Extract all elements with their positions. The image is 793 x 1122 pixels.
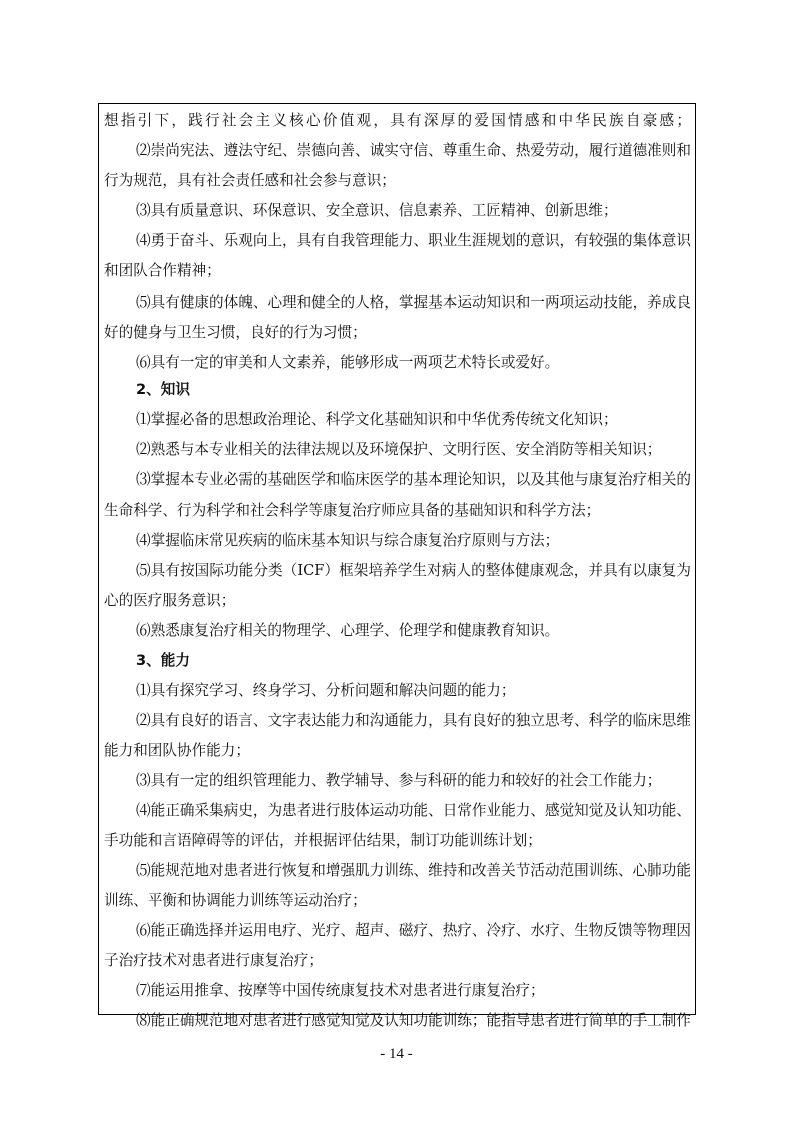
list-item-ability-8: ⑻能正确规范地对患者进行感觉知觉及认知功能训练；能指导患者进行简单的手工制作 — [136, 1012, 691, 1029]
list-item-ability-4: ⑷能正确采集病史，为患者进行肢体运动功能、日常作业能力、感觉知觉及认知功能、 — [136, 802, 691, 819]
list-item-knowledge-3: ⑶掌握本专业必需的基础医学和临床医学的基本理论知识，以及其他与康复治疗相关的 — [136, 471, 691, 488]
list-item-ability-6: ⑹能正确选择并运用电疗、光疗、超声、磁疗、热疗、冷疗、水疗、生物反馈等物理因 — [136, 922, 691, 939]
body-text-line: 行为规范，具有社会责任感和社会参与意识； — [104, 172, 396, 189]
page-number: - 14 - — [380, 1046, 413, 1062]
list-item-quality-3: ⑶具有质量意识、环保意识、安全意识、信息素养、工匠精神、创新思维； — [136, 202, 618, 219]
list-item-ability-5: ⑸能规范地对患者进行恢复和增强肌力训练、维持和改善关节活动范围训练、心肺功能 — [136, 862, 691, 879]
body-text-line: 心的医疗服务意识； — [104, 592, 236, 609]
list-item-knowledge-5: ⑸具有按国际功能分类（ICF）框架培养学生对病人的整体健康观念，并具有以康复为 — [136, 562, 691, 579]
body-text-line: 好的健身与卫生习惯，良好的行为习惯； — [104, 324, 367, 341]
body-text-line: 想指引下，践行社会主义核心价值观，具有深厚的爱国情感和中华民族自豪感； — [104, 112, 691, 129]
list-item-quality-4: ⑷勇于奋斗、乐观向上，具有自我管理能力、职业生涯规划的意识，有较强的集体意识 — [136, 232, 691, 249]
body-text-line: 和团队合作精神； — [104, 262, 221, 279]
body-text-line: 能力和团队协作能力； — [104, 742, 250, 759]
body-text-line: 训练、平衡和协调能力训练等运动治疗； — [104, 892, 367, 909]
list-item-knowledge-1: ⑴掌握必备的思想政治理论、科学文化基础知识和中华优秀传统文化知识； — [136, 411, 618, 428]
body-text-line: 子治疗技术对患者进行康复治疗； — [104, 952, 323, 969]
list-item-quality-2: ⑵崇尚宪法、遵法守纪、崇德向善、诚实守信、尊重生命、热爱劳动，履行道德准则和 — [136, 142, 691, 159]
list-item-knowledge-2: ⑵熟悉与本专业相关的法律法规以及环境保护、文明行医、安全消防等相关知识； — [136, 441, 662, 458]
section-heading-ability: 3、能力 — [136, 652, 190, 669]
list-item-knowledge-4: ⑷掌握临床常见疾病的临床基本知识与综合康复治疗原则与方法； — [136, 532, 560, 549]
list-item-ability-3: ⑶具有一定的组织管理能力、教学辅导、参与科研的能力和较好的社会工作能力； — [136, 772, 662, 789]
list-item-quality-6: ⑹具有一定的审美和人文素养，能够形成一两项艺术特长或爱好。 — [136, 354, 560, 371]
list-item-ability-7: ⑺能运用推拿、按摩等中国传统康复技术对患者进行康复治疗； — [136, 982, 545, 999]
list-item-knowledge-6: ⑹熟悉康复治疗相关的物理学、心理学、伦理学和健康教育知识。 — [136, 622, 560, 639]
section-heading-knowledge: 2、知识 — [136, 381, 190, 398]
list-item-ability-2: ⑵具有良好的语言、文字表达能力和沟通能力，具有良好的独立思考、科学的临床思维 — [136, 712, 691, 729]
list-item-ability-1: ⑴具有探究学习、终身学习、分析问题和解决问题的能力； — [136, 682, 516, 699]
body-text-line: 生命科学、行为科学和社会科学等康复治疗师应具备的基础知识和科学方法； — [104, 502, 601, 519]
list-item-quality-5: ⑸具有健康的体魄、心理和健全的人格，掌握基本运动知识和一两项运动技能，养成良 — [136, 294, 691, 311]
body-text-line: 手功能和言语障碍等的评估，并根据评估结果，制订功能训练计划； — [104, 832, 542, 849]
